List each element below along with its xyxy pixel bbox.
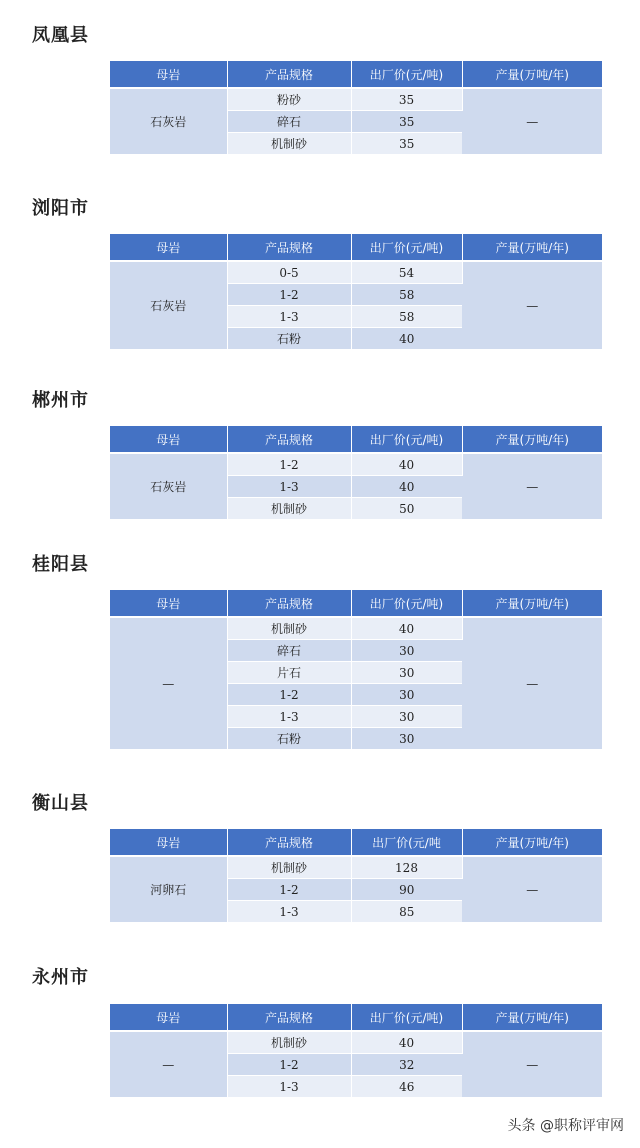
- spec-cell: 机制砂: [227, 498, 351, 520]
- table-row: [110, 617, 602, 640]
- price-table: [110, 1004, 602, 1098]
- spec-cell: 1-3: [227, 1076, 351, 1098]
- column-header-rock: 母岩: [110, 426, 227, 453]
- price-cell: 58: [351, 284, 462, 306]
- price-cell: 30: [351, 640, 462, 662]
- column-header-rock: 母岩: [110, 1004, 227, 1031]
- rock-type-cell: 石灰岩: [110, 261, 227, 350]
- column-header-rock: 母岩: [110, 234, 227, 261]
- header-row: [110, 590, 602, 617]
- rock-type-cell: 石灰岩: [110, 88, 227, 155]
- price-cell: 30: [351, 706, 462, 728]
- rock-type-cell: 河卵石: [110, 856, 227, 923]
- rock-type-cell: —: [110, 1031, 227, 1098]
- spec-cell: 机制砂: [227, 133, 351, 155]
- header-row: [110, 829, 602, 856]
- spec-cell: 1-3: [227, 306, 351, 328]
- price-table: [110, 234, 602, 350]
- spec-cell: 1-2: [227, 284, 351, 306]
- spec-cell: 片石: [227, 662, 351, 684]
- output-cell: —: [462, 856, 602, 923]
- header-row: [110, 426, 602, 453]
- watermark: 头条 @职称评审网: [507, 1118, 624, 1134]
- region-title: 桂阳县: [32, 554, 89, 575]
- output-cell: —: [462, 88, 602, 155]
- price-cell: 30: [351, 728, 462, 750]
- spec-cell: 机制砂: [227, 856, 351, 879]
- price-cell: 90: [351, 879, 462, 901]
- table-row: [110, 261, 602, 284]
- region-title: 浏阳市: [32, 198, 89, 219]
- price-cell: 46: [351, 1076, 462, 1098]
- spec-cell: 粉砂: [227, 88, 351, 111]
- price-cell: 35: [351, 133, 462, 155]
- region-title: 永州市: [32, 967, 89, 988]
- region-title: 郴州市: [32, 390, 89, 411]
- price-cell: 54: [351, 261, 462, 284]
- price-cell: 40: [351, 476, 462, 498]
- table-row: [110, 1031, 602, 1054]
- table-row: [110, 856, 602, 879]
- column-header-output: 产量(万吨/年): [462, 1004, 602, 1031]
- spec-cell: 石粉: [227, 728, 351, 750]
- spec-cell: 1-2: [227, 684, 351, 706]
- price-cell: 50: [351, 498, 462, 520]
- column-header-spec: 产品规格: [227, 829, 351, 856]
- column-header-price: 出厂价(元/吨: [351, 829, 462, 856]
- spec-cell: 1-3: [227, 476, 351, 498]
- column-header-output: 产量(万吨/年): [462, 61, 602, 88]
- price-cell: 40: [351, 617, 462, 640]
- spec-cell: 1-2: [227, 453, 351, 476]
- column-header-output: 产量(万吨/年): [462, 829, 602, 856]
- price-cell: 128: [351, 856, 462, 879]
- column-header-rock: 母岩: [110, 829, 227, 856]
- region-title: 衡山县: [32, 793, 89, 814]
- spec-cell: 碎石: [227, 111, 351, 133]
- price-cell: 40: [351, 328, 462, 350]
- price-cell: 35: [351, 88, 462, 111]
- column-header-spec: 产品规格: [227, 590, 351, 617]
- column-header-rock: 母岩: [110, 61, 227, 88]
- region-title: 凤凰县: [32, 25, 89, 46]
- price-table: [110, 829, 602, 923]
- price-cell: 40: [351, 1031, 462, 1054]
- rock-type-cell: 石灰岩: [110, 453, 227, 520]
- column-header-spec: 产品规格: [227, 234, 351, 261]
- column-header-spec: 产品规格: [227, 1004, 351, 1031]
- spec-cell: 机制砂: [227, 1031, 351, 1054]
- price-cell: 30: [351, 684, 462, 706]
- spec-cell: 1-2: [227, 1054, 351, 1076]
- spec-cell: 1-2: [227, 879, 351, 901]
- price-cell: 35: [351, 111, 462, 133]
- column-header-output: 产量(万吨/年): [462, 590, 602, 617]
- price-table: [110, 590, 602, 750]
- column-header-output: 产量(万吨/年): [462, 426, 602, 453]
- price-cell: 32: [351, 1054, 462, 1076]
- column-header-price: 出厂价(元/吨): [351, 1004, 462, 1031]
- spec-cell: 石粉: [227, 328, 351, 350]
- price-table: [110, 61, 602, 155]
- table-row: [110, 88, 602, 111]
- spec-cell: 1-3: [227, 706, 351, 728]
- output-cell: —: [462, 617, 602, 750]
- column-header-spec: 产品规格: [227, 61, 351, 88]
- output-cell: —: [462, 261, 602, 350]
- spec-cell: 1-3: [227, 901, 351, 923]
- spec-cell: 0-5: [227, 261, 351, 284]
- column-header-spec: 产品规格: [227, 426, 351, 453]
- column-header-output: 产量(万吨/年): [462, 234, 602, 261]
- spec-cell: 碎石: [227, 640, 351, 662]
- header-row: [110, 234, 602, 261]
- output-cell: —: [462, 453, 602, 520]
- price-cell: 85: [351, 901, 462, 923]
- header-row: [110, 61, 602, 88]
- price-cell: 30: [351, 662, 462, 684]
- column-header-price: 出厂价(元/吨): [351, 234, 462, 261]
- table-row: [110, 453, 602, 476]
- header-row: [110, 1004, 602, 1031]
- spec-cell: 机制砂: [227, 617, 351, 640]
- rock-type-cell: —: [110, 617, 227, 750]
- column-header-price: 出厂价(元/吨): [351, 426, 462, 453]
- column-header-price: 出厂价(元/吨): [351, 590, 462, 617]
- column-header-rock: 母岩: [110, 590, 227, 617]
- price-cell: 40: [351, 453, 462, 476]
- price-cell: 58: [351, 306, 462, 328]
- column-header-price: 出厂价(元/吨): [351, 61, 462, 88]
- output-cell: —: [462, 1031, 602, 1098]
- price-table: [110, 426, 602, 520]
